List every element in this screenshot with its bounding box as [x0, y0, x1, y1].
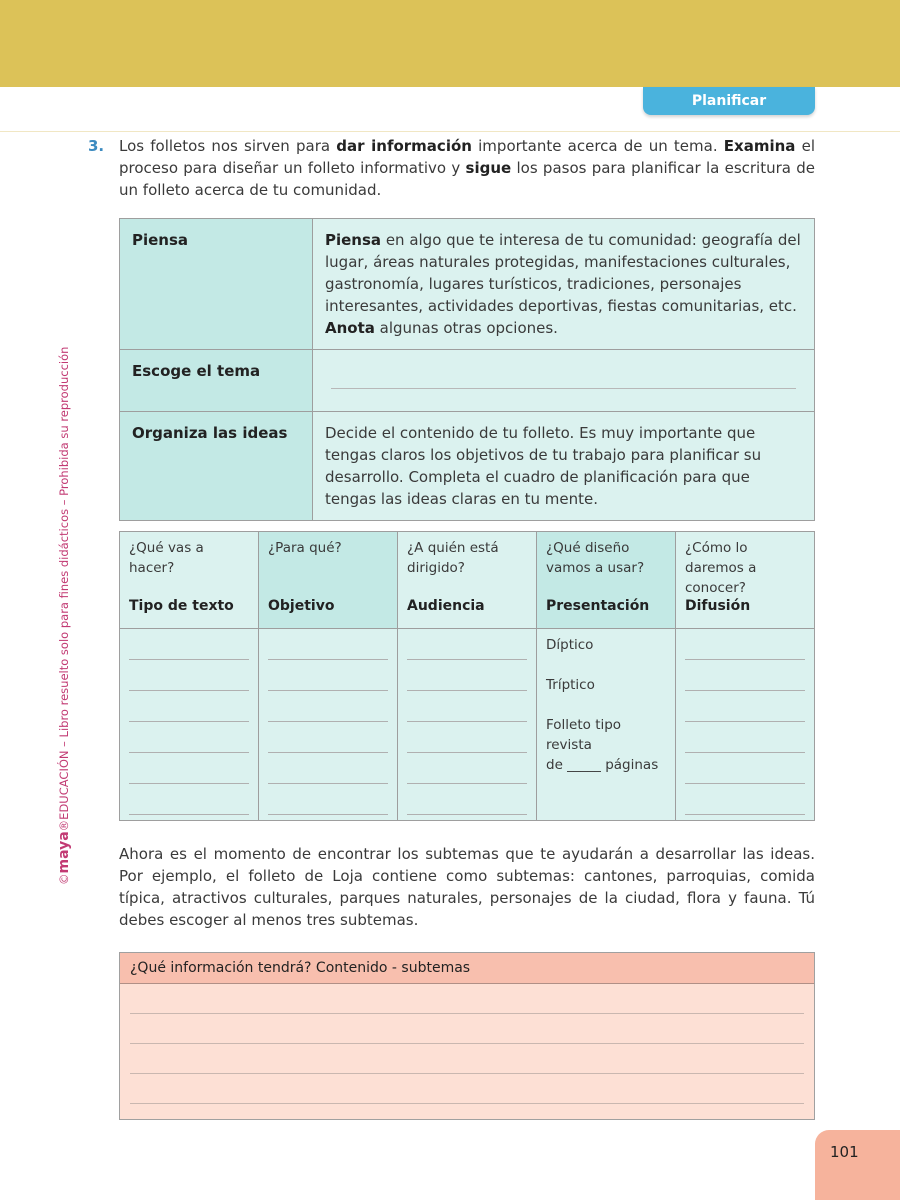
step-row-piensa [120, 219, 815, 350]
col-title: Tipo de texto [129, 598, 234, 614]
audiencia-answer-cell[interactable] [398, 629, 537, 821]
answer-line[interactable] [268, 692, 388, 722]
subtopics-paragraph: Ahora es el momento de encontrar los subtemas que te ayudarán a desarrollar las ideas. Por ejemplo, el folleto de Loja contiene como subtemas: cantones, parroquias, comida típica, atractivos culturales, parques naturales, personajes de la ciudad, flora y fauna. Tú debes escoger al menos tres subtemas. [119, 845, 815, 929]
answer-line[interactable] [685, 785, 805, 815]
answer-line[interactable] [268, 754, 388, 784]
col-question: ¿Qué vas a hacer? [129, 540, 204, 576]
step-desc-organiza: Decide el contenido de tu folleto. Es muy importante que tengas claros los objetivos de tu trabajo para planificar su desarrollo. Completa el cuadro de planificación para que tengas las ideas claras en tu mente. [313, 412, 815, 521]
answer-line[interactable] [268, 661, 388, 691]
desc-bold-anota: Anota [325, 319, 375, 337]
intro-bold-examina: Examina [723, 137, 796, 155]
answer-line[interactable] [685, 692, 805, 722]
col-question: ¿Para qué? [268, 540, 342, 556]
step-row-organiza [120, 412, 815, 521]
step-label-escoge-tema: Escoge el tema [120, 350, 313, 412]
answer-line[interactable] [129, 785, 249, 815]
desc-text-anota: algunas otras opciones. [374, 319, 558, 337]
question-number: 3. [88, 137, 105, 155]
answer-line[interactable] [268, 723, 388, 753]
col-title: Objetivo [268, 598, 335, 614]
content-answer-line[interactable] [130, 1014, 804, 1044]
col-question: ¿Cómo lo daremos a conocer? [685, 540, 757, 596]
steps-table [119, 218, 815, 521]
brand-name: maya [56, 831, 72, 874]
topic-answer-line[interactable] [331, 360, 796, 389]
intro-bold-dar-informacion: dar información [336, 137, 472, 155]
desc-text-piensa: en algo que te interesa de tu comunidad: geografía del lugar, áreas naturales protegidas, manifestaciones culturales, gastronomía, lugares turísticos, tradiciones, personajes interesantes, actividades deportivas, fiestas comunitarias, etc. [325, 231, 801, 315]
answer-line[interactable] [129, 723, 249, 753]
col-question: ¿Qué diseño vamos a usar? [546, 540, 645, 576]
step-desc-piensa [313, 219, 815, 350]
content-box-header: ¿Qué información tendrá? Contenido - subtemas [120, 953, 814, 984]
col-audiencia [398, 532, 537, 629]
answer-line[interactable] [685, 630, 805, 660]
content-answer-line[interactable] [130, 984, 804, 1014]
answer-line[interactable] [407, 723, 527, 753]
header-band [0, 0, 900, 87]
answer-line[interactable] [685, 661, 805, 691]
col-title: Audiencia [407, 598, 485, 614]
answer-line[interactable] [268, 785, 388, 815]
copyright-text: EDUCACIÓN – Libro resuelto solo para fines didácticos – Prohibida su reproducción [57, 346, 71, 820]
planning-table [119, 531, 815, 821]
answer-line[interactable] [407, 630, 527, 660]
answer-line[interactable] [407, 785, 527, 815]
intro-part-3: el proceso para diseñar un folleto informativo y [119, 137, 815, 177]
answer-line[interactable] [268, 630, 388, 660]
col-presentacion [537, 532, 676, 629]
answer-line[interactable] [129, 661, 249, 691]
answer-line[interactable] [407, 692, 527, 722]
option-triptico[interactable]: Tríptico [546, 677, 595, 693]
answer-line[interactable] [685, 754, 805, 784]
option-diptico[interactable]: Díptico [546, 637, 594, 653]
answer-line[interactable] [129, 754, 249, 784]
header-divider [0, 131, 900, 132]
answer-line[interactable] [407, 661, 527, 691]
difusion-answer-cell[interactable] [676, 629, 815, 821]
planning-header-row [120, 532, 815, 629]
desc-bold-piensa: Piensa [325, 231, 382, 249]
step-row-escoge-tema [120, 350, 815, 412]
answer-line[interactable] [129, 692, 249, 722]
tipo-texto-answer-cell[interactable] [120, 629, 259, 821]
col-question: ¿A quién está dirigido? [407, 540, 499, 576]
page-number-tab [815, 1130, 900, 1200]
answer-line[interactable] [129, 630, 249, 660]
option-paginas-label: páginas [605, 757, 659, 773]
col-title: Presentación [546, 598, 650, 614]
topic-answer-area[interactable] [313, 350, 815, 412]
side-copyright-note [56, 325, 72, 885]
objetivo-answer-cell[interactable] [259, 629, 398, 821]
planning-body-row [120, 629, 815, 821]
copyright-symbol: © [57, 873, 71, 885]
step-label-piensa: Piensa [120, 219, 313, 350]
pages-blank[interactable]: _____ [567, 757, 601, 773]
intro-bold-sigue: sigue [465, 159, 512, 177]
content-subtopics-box [119, 952, 815, 1120]
col-difusion [676, 532, 815, 629]
col-title: Difusión [685, 598, 751, 614]
content-answer-line[interactable] [130, 1074, 804, 1104]
step-label-organiza: Organiza las ideas [120, 412, 313, 521]
intro-part-1: Los folletos nos sirven para [119, 137, 337, 155]
option-folleto-label: Folleto tipo revista [546, 717, 622, 753]
col-tipo-texto [120, 532, 259, 629]
presentacion-options-cell [537, 629, 676, 821]
answer-line[interactable] [407, 754, 527, 784]
question-intro [119, 135, 815, 201]
content-answer-line[interactable] [130, 1044, 804, 1074]
option-de-label: de [546, 757, 563, 773]
option-folleto-revista[interactable] [546, 715, 666, 775]
page-number: 101 [830, 1143, 859, 1161]
col-objetivo [259, 532, 398, 629]
answer-line[interactable] [685, 723, 805, 753]
section-tab-planificar: Planificar [643, 87, 815, 115]
intro-part-4: los pasos para planificar la escritura de un folleto acerca de tu comunidad. [119, 159, 815, 199]
registered-symbol: ® [57, 819, 71, 832]
intro-part-2: importante acerca de un tema. [471, 137, 724, 155]
